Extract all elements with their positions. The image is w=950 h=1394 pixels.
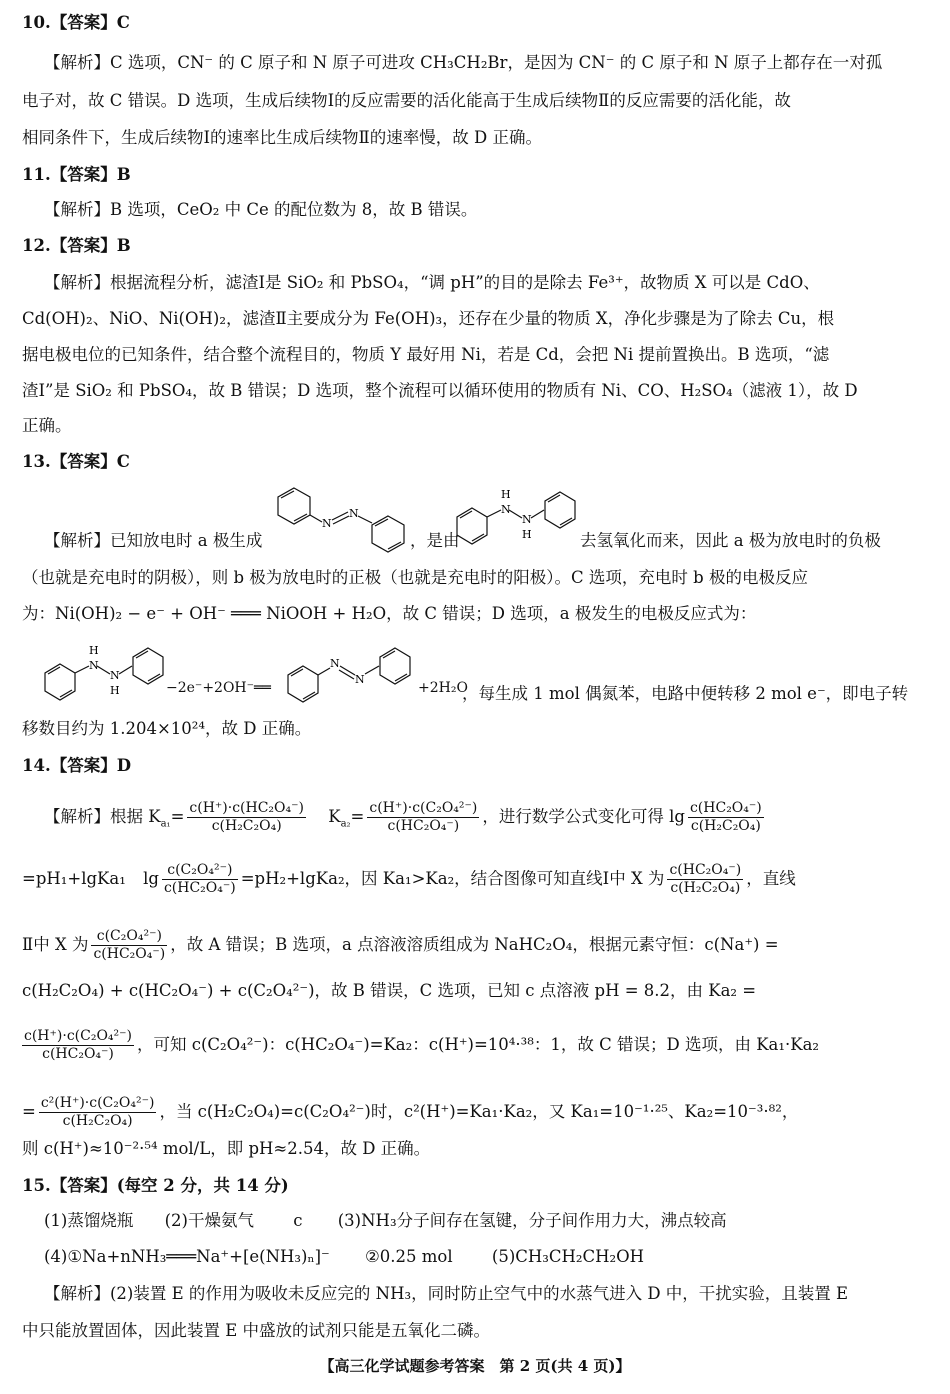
azobenzene-structure — [272, 478, 412, 556]
q13-analysis-1c: 去氢氧化而来，因此 a 极为放电时的负极 — [580, 531, 881, 550]
q14-text-option-c: ，可知 c(C₂O₄²⁻)：c(HC₂O₄⁻)=Ka₂：c(H⁺)=10⁴·³⁸：1，故 C 错误；D 选项，由 Ka₁·Ka₂ — [137, 1035, 820, 1054]
q12-analysis-5: 正确。 — [22, 416, 72, 435]
q14-row-6 — [22, 1095, 798, 1130]
q14-frac-ka2-den: c(HC₂O₄⁻) — [387, 818, 460, 834]
q15-answer-4b: ②0.25 mol — [365, 1247, 453, 1266]
q14-ka2-sub: a₂ — [340, 818, 351, 830]
q13-analysis-3: 为：Ni(OH)₂ − e⁻ + OH⁻ ═══ NiOOH + H₂O，故 C 错误；D 选项，a 极发生的电极反应式为： — [22, 604, 757, 623]
q14-frac-lg2-num: c(C₂O₄²⁻) — [162, 862, 238, 880]
q14-text-derive: ，进行数学公式变化可得 lg — [482, 807, 685, 826]
q10-answer: 10.【答案】C — [22, 13, 130, 32]
q15-answer-2: (2)干燥氨气 — [164, 1211, 254, 1230]
eq-hydrazo-h2-label: H — [110, 684, 120, 697]
hydrazo-h1-label: H — [501, 488, 511, 501]
q14-frac-ka1 — [187, 800, 306, 835]
q14-frac-product — [39, 1095, 157, 1130]
q13-analysis-2: （也就是充电时的阴极），则 b 极为放电时的正极（也就是充电时的阳极）。C 选项，充电时 b 极的电极反应 — [22, 568, 808, 587]
q14-frac-product-den: c(H₂C₂O₄) — [62, 1113, 133, 1129]
q10-analysis-3: 相同条件下，生成后续物Ⅰ的速率比生成后续物Ⅱ的速率慢，故 D 正确。 — [22, 128, 542, 147]
q12-analysis-4: 渣Ⅰ”是 SiO₂ 和 PbSO₄，故 B 错误；D 选项，整个流程可以循环使用的物质有 Ni、CO、H₂SO₄（滤液 1），故 D — [22, 381, 858, 400]
page-footer: 【高三化学试题参考答案 第 2 页(共 4 页)】 — [319, 1357, 631, 1375]
q14-row-2 — [22, 862, 796, 897]
q14-answer: 14.【答案】D — [22, 756, 132, 775]
eq-azobenzene-structure — [283, 640, 423, 710]
eq-azo-n2-label: N — [355, 673, 365, 686]
hydrazo-n1-label: N — [501, 503, 511, 516]
q14-frac-lg1 — [688, 800, 764, 835]
q14-frac-line2 — [91, 928, 167, 963]
q14-row-7: 则 c(H⁺)≈10⁻²·⁵⁴ mol/L，即 pH≈2.54，故 D 正确。 — [22, 1139, 431, 1158]
hydrazo-h2-label: H — [522, 528, 532, 541]
q14-row-5 — [22, 1028, 819, 1063]
q11-analysis-1: 【解析】B 选项，CeO₂ 中 Ce 的配位数为 8，故 B 错误。 — [44, 200, 478, 219]
q14-frac-ka2 — [367, 800, 479, 835]
hydrazo-n2-label: N — [522, 513, 532, 526]
q14-frac-ka2-c-den: c(HC₂O₄⁻) — [42, 1046, 114, 1062]
eq-hydrazo-n1-label: N — [89, 659, 99, 672]
q14-eq-sign-1: = — [170, 807, 185, 826]
azo-n1-label: N — [322, 517, 332, 530]
q13-analysis-1b: ，是由 — [410, 531, 460, 550]
q14-eq-sign-3: = — [22, 1102, 36, 1121]
q15-answers-row-1 — [44, 1210, 727, 1232]
azo-n2-label: N — [349, 507, 359, 520]
q13-eq-middle: −2e⁻+2OH⁻══ — [166, 680, 271, 696]
q14-text-ph1: =pH₁+lgKa₁ — [22, 869, 126, 888]
q14-ka1-sub: a₁ — [160, 818, 171, 830]
q14-text-line: ，直线 — [746, 869, 796, 888]
q15-answer-2b: c — [293, 1211, 303, 1230]
q14-text-ka2: K — [328, 807, 341, 826]
q14-frac-line2-den: c(HC₂O₄⁻) — [93, 946, 166, 962]
q14-frac-line1-num: c(HC₂O₄⁻) — [669, 862, 742, 878]
q14-eq-sign-2: = — [350, 807, 365, 826]
q13-analysis-5: 移数目约为 1.204×10²⁴，故 D 正确。 — [22, 719, 312, 738]
q15-analysis-2: 中只能放置固体，因此装置 E 中盛放的试剂只能是五氧化二磷。 — [22, 1321, 491, 1340]
eq-hydrazo-h1-label: H — [89, 644, 99, 657]
q14-frac-ka2-num: c(H⁺)·c(C₂O₄²⁻) — [369, 800, 478, 816]
q14-frac-ka2-c — [22, 1028, 134, 1063]
q12-analysis-2: Cd(OH)₂、NiO、Ni(OH)₂，滤渣Ⅱ主要成分为 Fe(OH)₃，还存在少量的物质 X，净化步骤是为了除去 Cu，根 — [22, 309, 835, 328]
q15-answer-1: (1)蒸馏烧瓶 — [44, 1211, 134, 1230]
q14-text-line2: Ⅱ中 X 为 — [22, 935, 89, 954]
q14-text-option-b: ，故 A 错误；B 选项，a 点溶液溶质组成为 NaHC₂O₄，根据元素守恒：c(Na⁺) = — [170, 935, 779, 954]
q12-analysis-3: 据电极电位的已知条件，结合整个流程目的，物质 Y 最好用 Ni，若是 Cd，会把 Ni 提前置换出。B 选项，“滤 — [22, 345, 830, 364]
q10-analysis-1: 【解析】C 选项，CN⁻ 的 C 原子和 N 原子可进攻 CH₃CH₂Br，是因为 CN⁻ 的 C 原子和 N 原子上都存在一对孤 — [44, 53, 883, 72]
q14-frac-line1 — [667, 862, 743, 897]
q13-eq-end: +2H₂O — [418, 680, 468, 696]
q15-analysis-1: 【解析】(2)装置 E 的作用为吸收未反应完的 NH₃，同时防止空气中的水蒸气进入 D 中，干扰实验，且装置 E — [44, 1284, 849, 1303]
q12-answer: 12.【答案】B — [22, 236, 131, 255]
q14-frac-lg1-den: c(H₂C₂O₄) — [690, 818, 761, 834]
q14-frac-ka1-den: c(H₂C₂O₄) — [211, 818, 282, 834]
eq-hydrazo-n2-label: N — [110, 669, 120, 682]
q14-frac-line2-num: c(C₂O₄²⁻) — [91, 928, 167, 946]
hydrazobenzene-structure — [452, 486, 582, 552]
q15-answer: 15.【答案】(每空 2 分，共 14 分) — [22, 1176, 289, 1195]
q13-analysis-1a: 【解析】已知放电时 a 极生成 — [44, 531, 263, 550]
q14-frac-lg1-num: c(HC₂O₄⁻) — [689, 800, 762, 816]
q14-frac-line1-den: c(H₂C₂O₄) — [670, 880, 741, 896]
q11-answer: 11.【答案】B — [22, 165, 131, 184]
q14-text-option-d: ，当 c(H₂C₂O₄)=c(C₂O₄²⁻)时，c²(H⁺)=Ka₁·Ka₂，又 Ka₁=10⁻¹·²⁵、Ka₂=10⁻³·⁸²， — [159, 1102, 799, 1121]
q15-answers-row-2 — [44, 1246, 644, 1268]
q10-analysis-2: 电子对，故 C 错误。D 选项，生成后续物Ⅰ的反应需要的活化能高于生成后续物Ⅱ的反应需要的活化能，故 — [22, 91, 791, 110]
q14-text-ph2: =pH₂+lgKa₂，因 Ka₁>Ka₂，结合图像可知直线Ⅰ中 X 为 — [240, 869, 665, 888]
q13-answer: 13.【答案】C — [22, 452, 130, 471]
q14-row-1 — [44, 800, 767, 835]
q15-answer-4a: (4)①Na+nNH₃═══Na⁺+[e(NH₃)ₙ]⁻ — [44, 1247, 330, 1266]
q14-frac-lg2 — [162, 862, 238, 897]
eq-hydrazobenzene-structure — [40, 640, 168, 708]
q12-analysis-1: 【解析】根据流程分析，滤渣Ⅰ是 SiO₂ 和 PbSO₄，“调 pH”的目的是除去 Fe³⁺，故物质 X 可以是 CdO、 — [44, 273, 820, 292]
q14-frac-ka1-num: c(H⁺)·c(HC₂O₄⁻) — [189, 800, 304, 816]
q13-analysis-4: ，每生成 1 mol 偶氮苯，电路中便转移 2 mol e⁻，即电子转 — [462, 684, 909, 703]
q14-row-4: c(H₂C₂O₄) + c(HC₂O₄⁻) + c(C₂O₄²⁻)，故 B 错误，C 选项，已知 c 点溶液 pH = 8.2，由 Ka₂ = — [22, 981, 757, 1000]
eq-azo-n1-label: N — [330, 657, 340, 670]
q14-frac-product-num: c²(H⁺)·c(C₂O₄²⁻) — [40, 1095, 155, 1111]
q14-frac-ka2-c-num: c(H⁺)·c(C₂O₄²⁻) — [24, 1028, 132, 1044]
q15-answer-5: (5)CH₃CH₂CH₂OH — [491, 1247, 645, 1266]
q15-answer-3: (3)NH₃分子间存在氢键，分子间作用力大，沸点较高 — [337, 1211, 727, 1230]
q14-row-3 — [22, 928, 779, 963]
q14-frac-lg2-den: c(HC₂O₄⁻) — [163, 880, 236, 896]
q14-text-lg: lg — [143, 869, 159, 888]
q14-text-ka1: 【解析】根据 K — [44, 807, 161, 826]
